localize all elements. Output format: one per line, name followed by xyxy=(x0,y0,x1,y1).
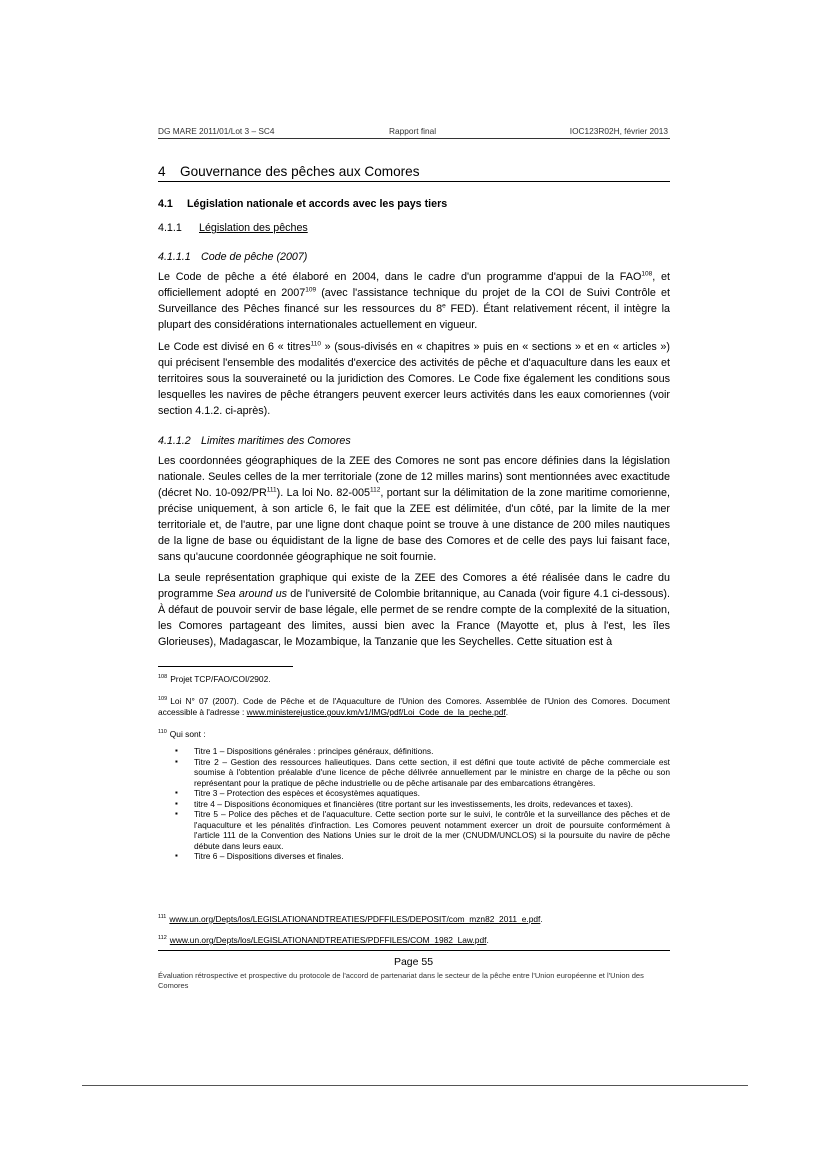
list-item: ▪ Titre 1 – Dispositions générales : principes généraux, définitions. xyxy=(175,746,434,756)
section-heading xyxy=(158,164,420,179)
paragraph-code-peche-2: Le Code est divisé en 6 « titres$^{110}$ » (sous-divisés en « chapitres » puis en « sections » et en « articles ») qui précisent l'ensemble des modalités d'exercice des activités de pêche et d'aquaculture dans les eaux et territoires sous la souveraineté ou la juridiction des Comores. Le Code fixe également les conditions sous lesquelles les navires de pêche étrangers peuvent exercer leurs activités dans les eaux comoriennes (voir section 4.1.2. ci-après). xyxy=(158,340,670,417)
list-item: ▪ Titre 5 – Police des pêches et de l'aquaculture. Cette section porte sur le suivi, le contrôle et la surveillance des pêches et de l'aquaculture et les pénalités d'infraction. Les Comores peuvent notamment exercer un droit de poursuite conformément à l'article 111 de la Convention des Nations Unies sur le droit de la mer (CNUDM/UNCLOS) si la poursuite du navire de pêche débute dans leurs eaux. xyxy=(175,809,670,851)
subsubsection-number: 4.1.1 xyxy=(158,222,182,234)
section-divider xyxy=(158,181,670,182)
header-doc-ref: IOC123R02H, février 2013 xyxy=(569,126,668,136)
header-report-type: Rapport final xyxy=(389,126,437,136)
header-divider xyxy=(158,138,670,139)
heading-limites-number: 4.1.1.2 xyxy=(158,435,191,447)
subsection-number: 4.1 xyxy=(158,198,173,210)
footnote-ref-110[interactable]: 110 xyxy=(310,340,321,348)
header-project-ref: DG MARE 2011/01/Lot 3 – SC4 xyxy=(158,126,275,136)
paragraph-limites-1: Les coordonnées géographiques de la ZEE des Comores ne sont pas encore définies dans la législation nationale. Seules celles de la mer territoriale (zone de 12 milles marins) sont mentionnées avec exactitude (décret No. 10-092/PR$^{111}$). La loi No. $82-005^{112}$, portant sur la délimitation de la zone maritime comorienne, précise uniquement, à son article 6, le fait que la ZEE est délimitée, d'un côté, par la limite de la mer territoriale et, de l'autre, par une ligne dont chaque point se trouve à une distance de 200 miles nautiques de la ligne de base ou équidistant de la ligne de base des Comores et de celle des pays lui faisant face, sans qu'aucune coordonnée géographique ne soit fournie. xyxy=(158,455,670,563)
footnote-111: $^{111}$ www.un.org/Depts/los/LEGISLATIONANDTREATIES/PDFFILES/DEPOSIT/com_mzn82_2011_e.pdf. xyxy=(158,914,543,924)
heading-limites-maritimes xyxy=(158,435,351,447)
footer-note: Évaluation rétrospective et prospective du protocole de l'accord de partenariat dans le secteur de la pêche entre l'Union européenne et l'Union des Comores xyxy=(158,971,644,990)
heading-code-peche xyxy=(158,251,307,263)
footnote-ref-112[interactable]: 112 xyxy=(370,486,381,494)
footnote-109: $^{109}$ Loi N° 07 (2007). Code de Pêche et de l'Aquaculture de l'Union des Comores. Assemblée de l'Union des Comores. Document accessible à l'adresse : www.ministerejustice.gouv.km/v1/IMG/pdf/Loi_Code_de_la_peche.pdf. xyxy=(158,696,670,717)
heading-code-peche-number: 4.1.1.1 xyxy=(158,251,191,263)
paragraph-code-peche-1: Le Code de pêche a été élaboré en 2004, dans le cadre d'un programme d'appui de la FAO$^{108}$, et officiellement adopté en 2007$^{109}$ (avec l'assistance technique du projet de la COI de Suivi Contrôle et Surveillance des Pêches financé sur les ressources du 8e FED). Étant relativement récent, il intègre la plupart des considérations internationales actuellement en vigueur. xyxy=(158,270,670,331)
list-item: ▪ Titre 3 – Protection des espèces et écosystèmes aquatiques. xyxy=(175,788,420,798)
section-number: 4 xyxy=(158,164,166,179)
titres-list xyxy=(175,746,670,862)
list-item: ▪ Titre 6 – Dispositions diverses et finales. xyxy=(175,851,344,861)
footer-divider xyxy=(158,950,670,951)
footnote-112-link[interactable]: www.un.org/Depts/los/LEGISLATIONANDTREATIES/PDFFILES/COM_1982_Law.pdf xyxy=(169,935,487,945)
footnote-108: $^{108}$ Projet TCP/FAO/COI/2902. xyxy=(158,674,271,684)
subsection-title: Législation nationale et accords avec les pays tiers xyxy=(187,198,448,210)
footnote-ref-109[interactable]: 109 xyxy=(305,286,317,294)
heading-code-peche-title: Code de pêche (2007) xyxy=(201,251,308,263)
footnote-110: $^{110}$ Qui sont : xyxy=(158,729,206,739)
page-bottom-rule xyxy=(82,1085,748,1086)
footnote-ref-111[interactable]: 111 xyxy=(266,486,277,494)
list-item: ▪ Titre 2 – Gestion des ressources halieutiques. Dans cette section, il est défini que toute activité de pêche commerciale est soumise à l'obtention préalable d'une licence de pêche délivrée annuellement par le ministre en charge de la pêche ou son représentant pour la pratique de pêche industrielle ou de pêche artisanale par des embarcations étrangères. xyxy=(175,756,670,788)
footnote-109-link[interactable]: www.ministerejustice.gouv.km/v1/IMG/pdf/Loi_Code_de_la_peche.pdf xyxy=(246,707,506,717)
footnote-111-link[interactable]: www.un.org/Depts/los/LEGISLATIONANDTREATIES/PDFFILES/DEPOSIT/com_mzn82_2011_e.pdf xyxy=(169,914,541,924)
list-item: ▪ titre 4 – Dispositions économiques et financières (titre portant sur les investissements, les droits, redevances et taxes). xyxy=(175,798,633,809)
page-number: Page 55 xyxy=(393,956,434,968)
subsubsection-heading xyxy=(158,222,308,234)
subsubsection-title: Législation des pêches xyxy=(199,222,308,234)
footnote-ref-108[interactable]: 108 xyxy=(641,270,653,278)
paragraph-limites-2: La seule représentation graphique qui existe de la ZEE des Comores a été réalisée dans le cadre du programme Sea around us de l'université de Colombie britannique, au Canada (voir figure 4.1 ci-dessous). À défaut de pouvoir servir de base légale, elle permet de se rendre compte de la complexité de la situation, les Comores partageant des limites, aussi bien avec la France (Mayotte et, plus à l'est, les îles Glorieuses), Madagascar, le Mozambique, la Tanzanie que les Seychelles. Cette situation est à xyxy=(158,572,671,648)
heading-limites-title: Limites maritimes des Comores xyxy=(201,435,351,447)
subsection-heading xyxy=(158,198,447,210)
section-title: Gouvernance des pêches aux Comores xyxy=(180,164,420,179)
footnote-112: $^{112}$ www.un.org/Depts/los/LEGISLATIONANDTREATIES/PDFFILES/COM_1982_Law.pdf. xyxy=(158,935,489,945)
footnote-separator xyxy=(158,666,293,667)
